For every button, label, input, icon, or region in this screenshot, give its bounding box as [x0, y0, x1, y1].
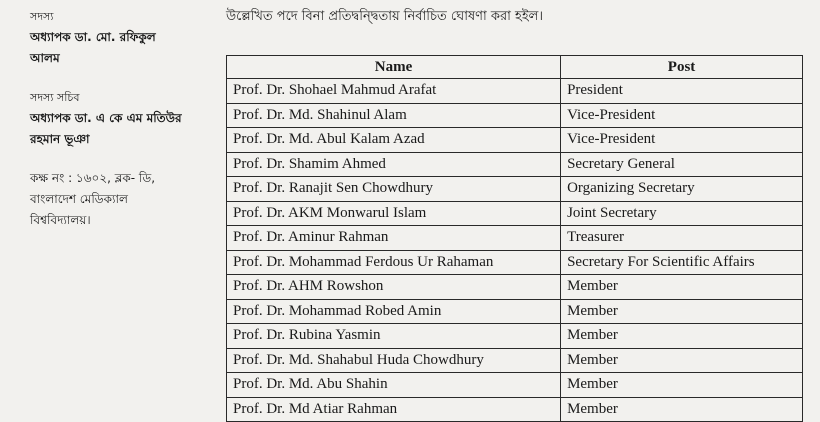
member-name-line2: আলম — [30, 51, 60, 65]
table-row — [227, 275, 803, 300]
row-name: Prof. Dr. Shohael Mahmud Arafat — [227, 79, 561, 104]
header-post: Post — [561, 56, 803, 79]
row-post: Member — [561, 275, 803, 300]
table-header-row — [227, 56, 803, 79]
row-post: Secretary For Scientific Affairs — [561, 250, 803, 275]
row-post: Organizing Secretary — [561, 177, 803, 202]
table-row — [227, 177, 803, 202]
row-name: Prof. Dr. Md. Abu Shahin — [227, 373, 561, 398]
row-name: Prof. Dr. Md Atiar Rahman — [227, 397, 561, 422]
table-row — [227, 324, 803, 349]
row-post: Secretary General — [561, 152, 803, 177]
header-name: Name — [227, 56, 561, 79]
row-name: Prof. Dr. Mohammad Ferdous Ur Rahaman — [227, 250, 561, 275]
row-post: Vice-President — [561, 128, 803, 153]
table-row — [227, 79, 803, 104]
row-post: Member — [561, 348, 803, 373]
table-row — [227, 373, 803, 398]
table-row — [227, 103, 803, 128]
row-post: Member — [561, 397, 803, 422]
row-post: Member — [561, 373, 803, 398]
row-post: Joint Secretary — [561, 201, 803, 226]
row-name: Prof. Dr. AKM Monwarul Islam — [227, 201, 561, 226]
row-name: Prof. Dr. AHM Rowshon — [227, 275, 561, 300]
secretary-name-line1: অধ্যাপক ডা. এ কে এম মতিউর — [30, 111, 182, 125]
row-post: Treasurer — [561, 226, 803, 251]
row-name: Prof. Dr. Aminur Rahman — [227, 226, 561, 251]
row-name: Prof. Dr. Md. Shahinul Alam — [227, 103, 561, 128]
address-line2: বাংলাদেশ মেডিক্যাল — [30, 192, 128, 206]
table-row — [227, 152, 803, 177]
row-name: Prof. Dr. Md. Abul Kalam Azad — [227, 128, 561, 153]
row-name: Prof. Dr. Shamim Ahmed — [227, 152, 561, 177]
table-row — [227, 226, 803, 251]
address-block — [30, 168, 220, 231]
row-post: Vice-President — [561, 103, 803, 128]
row-post: Member — [561, 324, 803, 349]
table-row — [227, 201, 803, 226]
address-line1: কক্ষ নং : ১৬০২, ব্লক- ডি, — [30, 171, 156, 185]
row-name: Prof. Dr. Md. Shahabul Huda Chowdhury — [227, 348, 561, 373]
row-name: Prof. Dr. Rubina Yasmin — [227, 324, 561, 349]
address-line3: বিশ্ববিদ্যালয়। — [30, 213, 91, 227]
secretary-block — [30, 87, 220, 150]
table-row — [227, 128, 803, 153]
secretary-label: সদস্য সচিব — [30, 91, 80, 104]
row-post: Member — [561, 299, 803, 324]
member-name-line1: অধ্যাপক ডা. মো. রফিকুল — [30, 30, 156, 44]
elected-members-table — [226, 55, 803, 422]
row-name: Prof. Dr. Ranajit Sen Chowdhury — [227, 177, 561, 202]
table-row — [227, 348, 803, 373]
table-row — [227, 397, 803, 422]
table-row — [227, 250, 803, 275]
member-label: সদস্য — [30, 10, 54, 23]
member-block — [30, 6, 220, 69]
table-row — [227, 299, 803, 324]
row-post: President — [561, 79, 803, 104]
committee-sidebar — [30, 6, 220, 249]
row-name: Prof. Dr. Mohammad Robed Amin — [227, 299, 561, 324]
intro-text: উল্লেখিত পদে বিনা প্রতিদ্বন্দ্বিতায় নির্বাচিত ঘোষণা করা হইল। — [226, 9, 543, 24]
secretary-name-line2: রহমান ভূঞা — [30, 132, 90, 146]
